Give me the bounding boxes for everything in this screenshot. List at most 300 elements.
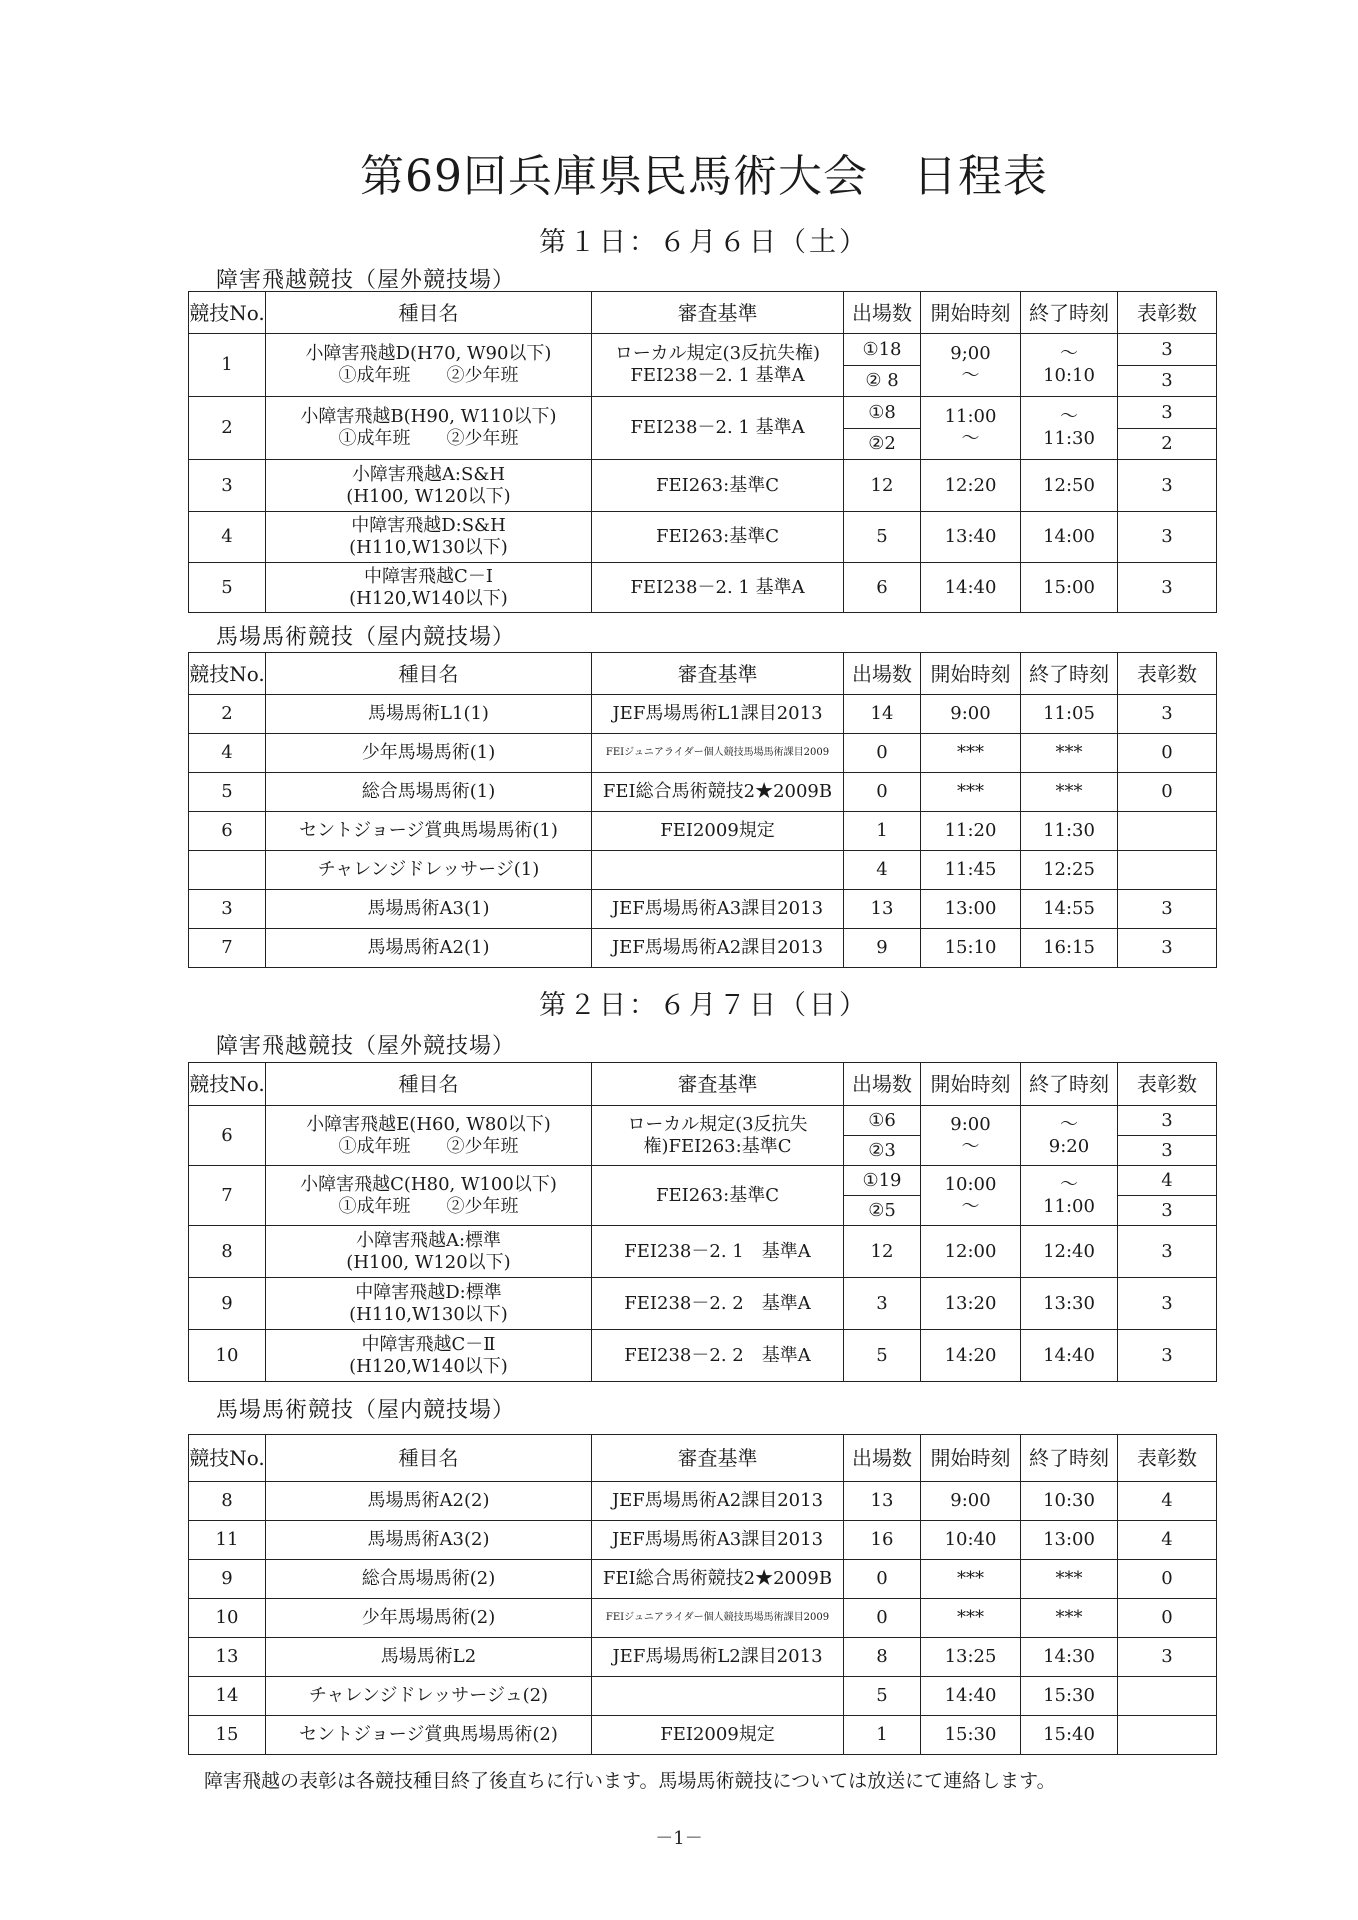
table-row [189, 890, 1217, 929]
table-row [189, 1106, 1217, 1136]
start-cell-line: ～ [961, 365, 980, 386]
criteria-cell-line: FEI238－2. 2 基準A [624, 1292, 811, 1314]
awards-cell [1118, 851, 1217, 890]
start-cell: 10:40 [921, 1521, 1021, 1560]
name-cell-line: 馬場馬術A2(2) [367, 1490, 490, 1512]
criteria-cell [592, 1716, 844, 1755]
criteria-cell-line: FEI238－2. 1 基準A [624, 1240, 811, 1262]
criteria-cell-line: FEIジュニアライダー個人競技馬場馬術課目2009 [605, 747, 830, 758]
name-cell-line: (H100, W120以下) [346, 1251, 511, 1273]
name-cell [266, 890, 592, 929]
name-cell [266, 812, 592, 851]
day-1-heading: 第１日：６月６日（土） [539, 227, 869, 258]
column-header: 種目名 [266, 292, 592, 334]
criteria-cell-line: FEI263:基準C [656, 474, 779, 496]
count-cell: 12 [844, 460, 921, 512]
column-header: 競技No. [189, 1435, 266, 1482]
start-cell [921, 334, 1021, 397]
name-cell-line: 中障害飛越C－Ⅱ [361, 1333, 496, 1355]
criteria-cell [592, 851, 844, 890]
end-cell-line: 11:30 [1043, 428, 1095, 449]
no-cell: 6 [189, 1106, 266, 1166]
no-cell: 11 [189, 1521, 266, 1560]
name-cell [266, 1482, 592, 1521]
day-2-heading: 第２日：６月７日（日） [539, 990, 869, 1021]
name-cell-line: チャレンジドレッサージ(1) [317, 859, 540, 881]
name-cell-line: 小障害飛越A:S&H [351, 463, 506, 485]
end-cell: 11:05 [1021, 695, 1118, 734]
name-cell-line: ①成年班 ②少年班 [338, 428, 519, 449]
criteria-cell [592, 1166, 844, 1226]
awards-cell: 3 [1118, 1226, 1217, 1278]
count-cell: 13 [844, 1482, 921, 1521]
end-cell: *** [1021, 773, 1118, 812]
name-cell-line: 少年馬場馬術(2) [361, 1607, 496, 1629]
end-cell: 13:00 [1021, 1521, 1118, 1560]
name-cell [266, 734, 592, 773]
column-header: 開始時刻 [921, 653, 1021, 695]
awards-cell: 3 [1118, 563, 1217, 613]
column-header: 出場数 [844, 653, 921, 695]
table-row [189, 1278, 1217, 1330]
end-cell [1021, 397, 1118, 460]
name-cell-line: 小障害飛越E(H60, W80以下) [306, 1113, 551, 1135]
name-cell [266, 512, 592, 563]
awards-cell: 3 [1118, 1638, 1217, 1677]
criteria-cell [592, 1482, 844, 1521]
start-cell: 14:40 [921, 563, 1021, 613]
awards-cell: 2 [1118, 429, 1217, 460]
awards-cell: 3 [1118, 1278, 1217, 1330]
start-cell: 11:20 [921, 812, 1021, 851]
count-cell: ①19 [844, 1166, 921, 1196]
criteria-cell [592, 334, 844, 397]
end-cell-line: ～ [1060, 1173, 1078, 1195]
section-label: 馬場馬術競技（屋内競技場） [216, 1398, 516, 1423]
end-cell-line: ～ [1060, 406, 1078, 428]
start-cell: 13:40 [921, 512, 1021, 563]
awards-cell: 3 [1118, 512, 1217, 563]
end-cell: 12:40 [1021, 1226, 1118, 1278]
table-row [189, 695, 1217, 734]
name-cell-line: 馬場馬術A3(2) [367, 1529, 490, 1551]
end-cell: *** [1021, 734, 1118, 773]
name-cell-line: セントジョージ賞典馬場馬術(1) [299, 820, 558, 842]
name-cell [266, 1560, 592, 1599]
criteria-cell-line: ローカル規定(3反抗失権) [614, 343, 821, 365]
awards-cell [1118, 1677, 1217, 1716]
start-cell-line: ～ [961, 428, 980, 449]
start-cell: 15:10 [921, 929, 1021, 968]
criteria-cell-line: ローカル規定(3反抗失 [627, 1113, 808, 1135]
criteria-cell [592, 512, 844, 563]
start-cell: *** [921, 1599, 1021, 1638]
end-cell-line: 10:10 [1043, 365, 1095, 386]
column-header: 出場数 [844, 1435, 921, 1482]
end-cell-line: 9:20 [1048, 1135, 1090, 1157]
name-cell [266, 334, 592, 397]
start-cell: 13:00 [921, 890, 1021, 929]
name-cell [266, 851, 592, 890]
column-header: 競技No. [189, 292, 266, 334]
end-cell: 15:00 [1021, 563, 1118, 613]
name-cell-line: 総合馬場馬術(2) [361, 1568, 496, 1590]
awards-cell: 4 [1118, 1482, 1217, 1521]
criteria-cell-line: FEIジュニアライダー個人競技馬場馬術課目2009 [605, 1612, 830, 1623]
table-row [189, 734, 1217, 773]
count-cell: 0 [844, 1599, 921, 1638]
awards-cell: 0 [1118, 1560, 1217, 1599]
jumping-schedule-day1 [188, 291, 1217, 613]
name-cell [266, 1599, 592, 1638]
criteria-cell [592, 563, 844, 613]
table-row [189, 397, 1217, 429]
criteria-cell [592, 1599, 844, 1638]
criteria-cell [592, 397, 844, 460]
table-row [189, 812, 1217, 851]
column-header: 出場数 [844, 1063, 921, 1106]
name-cell [266, 1521, 592, 1560]
awards-cell: 3 [1118, 397, 1217, 429]
header-row [189, 1063, 1217, 1106]
count-cell: ②2 [844, 429, 921, 460]
name-cell [266, 460, 592, 512]
start-cell [921, 397, 1021, 460]
name-cell-line: 馬場馬術L1(1) [368, 703, 489, 725]
criteria-cell [592, 929, 844, 968]
count-cell: ①8 [844, 397, 921, 429]
header-row [189, 653, 1217, 695]
name-cell-line: (H110,W130以下) [349, 537, 508, 558]
no-cell: 2 [189, 695, 266, 734]
start-cell: 9:00 [921, 1482, 1021, 1521]
name-cell [266, 563, 592, 613]
name-cell [266, 1226, 592, 1278]
name-cell-line: (H100, W120以下) [346, 485, 511, 507]
name-cell [266, 695, 592, 734]
start-cell: 14:20 [921, 1330, 1021, 1382]
criteria-cell-line: FEI2009規定 [660, 820, 775, 842]
no-cell: 1 [189, 334, 266, 397]
no-cell: 3 [189, 460, 266, 512]
name-cell [266, 1677, 592, 1716]
criteria-cell-line: JEF馬場馬術A3課目2013 [611, 898, 824, 920]
count-cell: 5 [844, 512, 921, 563]
column-header: 競技No. [189, 1063, 266, 1106]
count-cell: 8 [844, 1638, 921, 1677]
table-row [189, 851, 1217, 890]
count-cell: 16 [844, 1521, 921, 1560]
count-cell: ①18 [844, 334, 921, 366]
criteria-cell [592, 1330, 844, 1382]
table-row [189, 773, 1217, 812]
awards-cell [1118, 1716, 1217, 1755]
table-row [189, 334, 1217, 366]
name-cell [266, 397, 592, 460]
end-cell: 14:00 [1021, 512, 1118, 563]
start-cell: 12:00 [921, 1226, 1021, 1278]
table-row [189, 1330, 1217, 1382]
no-cell: 9 [189, 1278, 266, 1330]
start-cell: 9:00 [921, 695, 1021, 734]
no-cell: 7 [189, 929, 266, 968]
end-cell [1021, 1166, 1118, 1226]
end-cell: *** [1021, 1599, 1118, 1638]
name-cell [266, 1278, 592, 1330]
criteria-cell-line: JEF馬場馬術A3課目2013 [611, 1529, 824, 1551]
no-cell: 6 [189, 812, 266, 851]
table-row [189, 1482, 1217, 1521]
start-cell: *** [921, 734, 1021, 773]
table-row [189, 1638, 1217, 1677]
criteria-cell [592, 1521, 844, 1560]
count-cell: 14 [844, 695, 921, 734]
criteria-cell [592, 1677, 844, 1716]
column-header: 種目名 [266, 653, 592, 695]
table-row [189, 563, 1217, 613]
jumping-schedule-day2 [188, 1062, 1217, 1382]
column-header: 表彰数 [1118, 1435, 1217, 1482]
count-cell: 0 [844, 773, 921, 812]
awards-cell: 0 [1118, 773, 1217, 812]
table-row [189, 1716, 1217, 1755]
no-cell: 14 [189, 1677, 266, 1716]
column-header: 競技No. [189, 653, 266, 695]
column-header: 開始時刻 [921, 292, 1021, 334]
criteria-cell-line: JEF馬場馬術L1課目2013 [612, 703, 823, 725]
name-cell-line: 中障害飛越D:標準 [355, 1281, 502, 1303]
column-header: 終了時刻 [1021, 1063, 1118, 1106]
count-cell: ②3 [844, 1136, 921, 1166]
no-cell: 7 [189, 1166, 266, 1226]
no-cell: 5 [189, 563, 266, 613]
dressage-schedule-day2 [188, 1434, 1217, 1755]
criteria-cell [592, 812, 844, 851]
criteria-cell-line: FEI238－2. 2 基準A [624, 1344, 811, 1366]
awards-cell: 3 [1118, 929, 1217, 968]
end-cell: 16:15 [1021, 929, 1118, 968]
criteria-cell [592, 1560, 844, 1599]
name-cell [266, 929, 592, 968]
name-cell-line: 馬場馬術L2 [380, 1646, 477, 1668]
column-header: 審査基準 [592, 1063, 844, 1106]
start-cell: 13:20 [921, 1278, 1021, 1330]
column-header: 審査基準 [592, 653, 844, 695]
table-row [189, 1521, 1217, 1560]
awards-cell: 3 [1118, 695, 1217, 734]
no-cell: 2 [189, 397, 266, 460]
end-cell-line: ～ [1060, 343, 1078, 365]
criteria-cell [592, 1638, 844, 1677]
no-cell: 10 [189, 1599, 266, 1638]
name-cell [266, 1716, 592, 1755]
end-cell: 11:30 [1021, 812, 1118, 851]
name-cell [266, 1638, 592, 1677]
end-cell: 14:55 [1021, 890, 1118, 929]
awards-cell: 0 [1118, 1599, 1217, 1638]
criteria-cell-line: FEI総合馬術競技2★2009B [602, 1568, 833, 1590]
criteria-cell-line: JEF馬場馬術A2課目2013 [611, 937, 824, 959]
criteria-cell [592, 695, 844, 734]
column-header: 種目名 [266, 1063, 592, 1106]
name-cell-line: 馬場馬術A3(1) [367, 898, 490, 920]
count-cell: 5 [844, 1330, 921, 1382]
dressage-schedule-day1 [188, 652, 1217, 968]
column-header: 表彰数 [1118, 653, 1217, 695]
start-cell: *** [921, 773, 1021, 812]
criteria-cell [592, 1226, 844, 1278]
table-row [189, 1599, 1217, 1638]
column-header: 種目名 [266, 1435, 592, 1482]
no-cell: 9 [189, 1560, 266, 1599]
criteria-cell-line: FEI238－2. 1 基準A [630, 576, 805, 598]
column-header: 開始時刻 [921, 1063, 1021, 1106]
count-cell: ②5 [844, 1196, 921, 1226]
end-cell: 14:30 [1021, 1638, 1118, 1677]
count-cell: 4 [844, 851, 921, 890]
table-row [189, 1560, 1217, 1599]
name-cell [266, 1166, 592, 1226]
end-cell-line: ～ [1060, 1113, 1078, 1135]
name-cell-line: 小障害飛越C(H80, W100以下) [300, 1173, 557, 1195]
column-header: 表彰数 [1118, 292, 1217, 334]
no-cell: 10 [189, 1330, 266, 1382]
criteria-cell-line: 権)FEI263:基準C [643, 1135, 792, 1157]
criteria-cell [592, 460, 844, 512]
column-header: 終了時刻 [1021, 653, 1118, 695]
criteria-cell-line: JEF馬場馬術A2課目2013 [611, 1490, 824, 1512]
count-cell: ② 8 [844, 366, 921, 397]
document-title: 第69回兵庫県民馬術大会 日程表 [360, 151, 1048, 202]
start-cell [921, 1106, 1021, 1166]
criteria-cell [592, 734, 844, 773]
name-cell-line: チャレンジドレッサージュ(2) [308, 1685, 549, 1707]
name-cell [266, 1330, 592, 1382]
no-cell: 4 [189, 512, 266, 563]
criteria-cell [592, 890, 844, 929]
table-row [189, 1677, 1217, 1716]
criteria-cell-line: FEI263:基準C [656, 1184, 779, 1206]
awards-cell: 3 [1118, 460, 1217, 512]
criteria-cell [592, 1278, 844, 1330]
column-header: 終了時刻 [1021, 1435, 1118, 1482]
name-cell-line: 総合馬場馬術(1) [361, 781, 496, 803]
name-cell-line: 中障害飛越C－Ⅰ [364, 565, 493, 587]
start-cell: 13:25 [921, 1638, 1021, 1677]
count-cell: 3 [844, 1278, 921, 1330]
section-label: 障害飛越競技（屋外競技場） [216, 1034, 516, 1059]
page-number: －1－ [655, 1828, 703, 1849]
table-row [189, 460, 1217, 512]
start-cell-line: 10:00 [944, 1173, 997, 1195]
end-cell [1021, 1106, 1118, 1166]
start-cell-line: 9;00 [950, 343, 991, 365]
end-cell: 14:40 [1021, 1330, 1118, 1382]
awards-cell: 3 [1118, 1136, 1217, 1166]
start-cell-line: ～ [961, 1135, 980, 1157]
criteria-cell-line: JEF馬場馬術L2課目2013 [612, 1646, 823, 1668]
column-header: 終了時刻 [1021, 292, 1118, 334]
count-cell: 0 [844, 1560, 921, 1599]
awards-cell: 3 [1118, 1330, 1217, 1382]
end-cell: 13:30 [1021, 1278, 1118, 1330]
count-cell: 12 [844, 1226, 921, 1278]
end-cell: 15:30 [1021, 1677, 1118, 1716]
awards-cell: 3 [1118, 366, 1217, 397]
criteria-cell-line: FEI263:基準C [656, 526, 779, 548]
name-cell-line: 小障害飛越D(H70, W90以下) [305, 343, 552, 365]
table-row [189, 1226, 1217, 1278]
no-cell: 13 [189, 1638, 266, 1677]
name-cell [266, 1106, 592, 1166]
end-cell: 10:30 [1021, 1482, 1118, 1521]
count-cell: 1 [844, 812, 921, 851]
awards-cell: 4 [1118, 1166, 1217, 1196]
name-cell-line: セントジョージ賞典馬場馬術(2) [299, 1724, 558, 1746]
section-label: 障害飛越競技（屋外競技場） [216, 268, 516, 293]
criteria-cell-line: FEI238－2. 1 基準A [630, 365, 805, 386]
name-cell-line: 小障害飛越A:標準 [355, 1229, 502, 1251]
count-cell: ①6 [844, 1106, 921, 1136]
count-cell: 0 [844, 734, 921, 773]
awards-cell [1118, 812, 1217, 851]
section-label: 馬場馬術競技（屋内競技場） [216, 625, 516, 650]
end-cell: 12:50 [1021, 460, 1118, 512]
start-cell-line: 11:00 [944, 406, 997, 428]
name-cell-line: (H120,W140以下) [349, 587, 508, 609]
no-cell: 8 [189, 1226, 266, 1278]
start-cell [921, 1166, 1021, 1226]
name-cell-line: 小障害飛越B(H90, W110以下) [300, 406, 557, 428]
end-cell: 15:40 [1021, 1716, 1118, 1755]
column-header: 表彰数 [1118, 1063, 1217, 1106]
name-cell-line: 馬場馬術A2(1) [367, 937, 490, 959]
no-cell: 4 [189, 734, 266, 773]
header-row [189, 292, 1217, 334]
no-cell [189, 851, 266, 890]
count-cell: 1 [844, 1716, 921, 1755]
no-cell: 5 [189, 773, 266, 812]
footnote: 障害飛越の表彰は各競技種目終了後直ちに行います。馬場馬術競技については放送にて連絡します。 [204, 1770, 1056, 1792]
table-row [189, 1166, 1217, 1196]
awards-cell: 3 [1118, 334, 1217, 366]
name-cell-line: (H120,W140以下) [349, 1355, 508, 1377]
column-header: 審査基準 [592, 1435, 844, 1482]
criteria-cell-line: FEI2009規定 [660, 1724, 775, 1746]
awards-cell: 3 [1118, 1196, 1217, 1226]
name-cell-line: (H110,W130以下) [349, 1303, 508, 1325]
column-header: 審査基準 [592, 292, 844, 334]
awards-cell: 3 [1118, 1106, 1217, 1136]
start-cell: 15:30 [921, 1716, 1021, 1755]
start-cell-line: 9:00 [950, 1113, 991, 1135]
name-cell-line: ①成年班 ②少年班 [338, 1135, 519, 1157]
awards-cell: 0 [1118, 734, 1217, 773]
end-cell: *** [1021, 1560, 1118, 1599]
count-cell: 6 [844, 563, 921, 613]
start-cell: 14:40 [921, 1677, 1021, 1716]
table-row [189, 512, 1217, 563]
table-row [189, 929, 1217, 968]
column-header: 開始時刻 [921, 1435, 1021, 1482]
name-cell-line: 中障害飛越D:S&H [351, 515, 506, 537]
criteria-cell [592, 773, 844, 812]
end-cell [1021, 334, 1118, 397]
header-row [189, 1435, 1217, 1482]
start-cell: *** [921, 1560, 1021, 1599]
name-cell [266, 773, 592, 812]
awards-cell: 3 [1118, 890, 1217, 929]
